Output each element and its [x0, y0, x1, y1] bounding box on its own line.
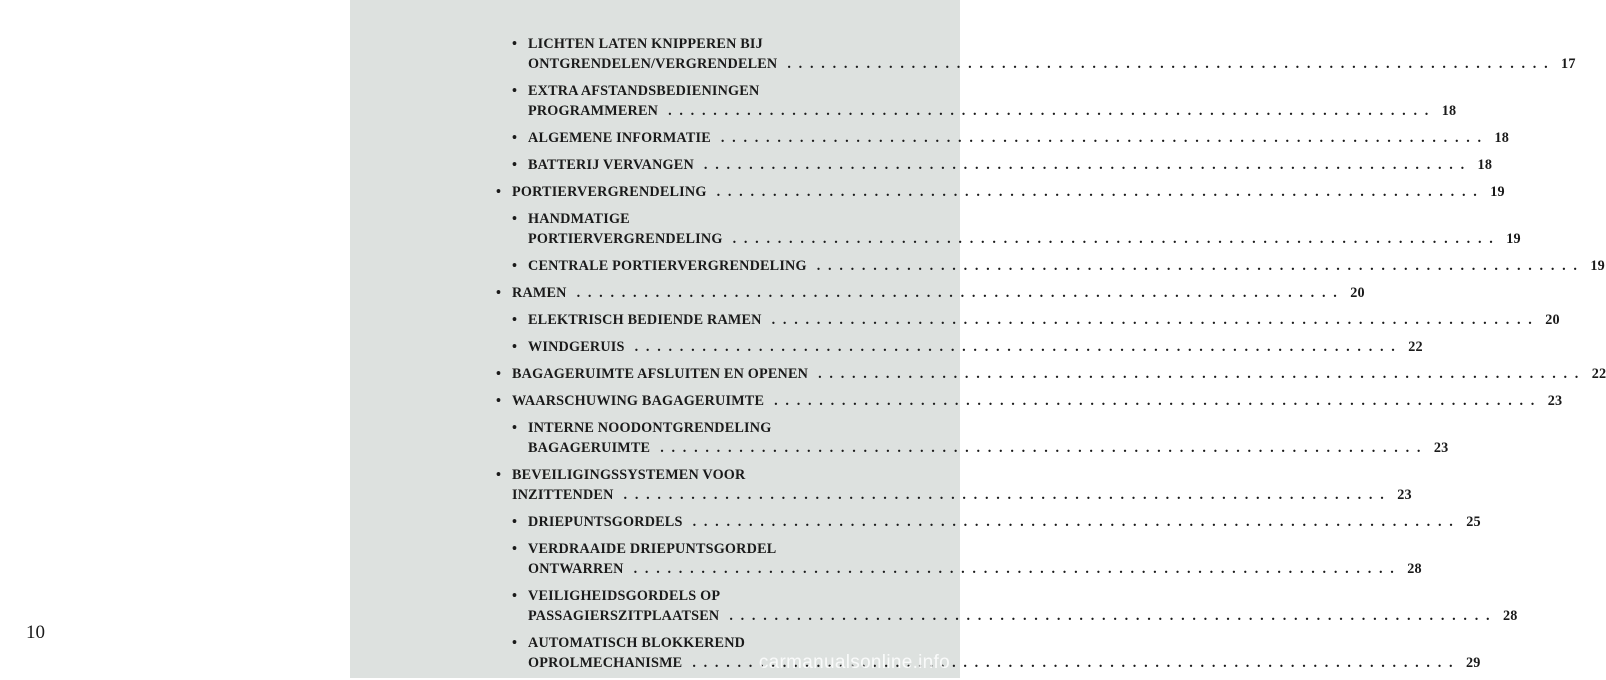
toc-entry-page: 25	[1466, 514, 1481, 530]
toc-entry-title: HANDMATIGE	[528, 211, 630, 227]
leader-dots	[614, 485, 1384, 505]
toc-entry-title: EXTRA AFSTANDSBEDIENINGEN	[528, 83, 760, 99]
toc-entry-title: ONTGRENDELEN/VERGRENDELEN	[528, 56, 778, 72]
leader-dots	[650, 438, 1420, 458]
bullet-icon: •	[512, 130, 518, 146]
toc-entry[interactable]	[480, 209, 1521, 249]
leader-dots	[625, 337, 1395, 357]
toc-entry-page: 28	[1407, 561, 1422, 577]
toc-entry-title: WAARSCHUWING BAGAGERUIMTE	[512, 393, 765, 409]
toc-entry-title: LICHTEN LATEN KNIPPEREN BIJ	[528, 36, 763, 52]
toc-entry-title: BAGAGERUIMTE	[528, 440, 651, 456]
toc-entry-title: ONTWARREN	[528, 561, 624, 577]
bullet-icon: •	[512, 211, 518, 227]
toc-entry-page: 22	[1408, 339, 1423, 355]
bullet-icon: •	[496, 467, 502, 483]
leader-dots	[683, 512, 1453, 532]
toc-entry-title: VEILIGHEIDSGORDELS OP	[528, 588, 721, 604]
toc-entry[interactable]	[480, 465, 1412, 505]
toc-entry-title: DRIEPUNTSGORDELS	[528, 514, 683, 530]
watermark: carmanualsonline.info	[758, 652, 950, 673]
toc-entry-page: 19	[1590, 258, 1605, 274]
toc-entry-title: BAGAGERUIMTE AFSLUITEN EN OPENEN	[512, 366, 809, 382]
leader-dots	[719, 606, 1489, 626]
toc-entry[interactable]	[480, 586, 1518, 626]
toc-entry[interactable]	[480, 155, 1493, 175]
toc-entry[interactable]	[480, 283, 1365, 303]
toc-entry[interactable]	[480, 364, 1606, 384]
toc-entry[interactable]	[480, 256, 1605, 276]
leader-dots	[711, 128, 1481, 148]
toc-entry-title: PORTIERVERGRENDELING	[528, 231, 723, 247]
leader-dots	[808, 364, 1578, 384]
toc-entry-title: CENTRALE PORTIERVERGRENDELING	[528, 258, 807, 274]
bullet-icon: •	[496, 285, 502, 301]
bullet-icon: •	[512, 83, 518, 99]
toc-entry-title: BATTERIJ VERVANGEN	[528, 157, 694, 173]
leader-dots	[762, 310, 1532, 330]
bullet-icon: •	[512, 541, 518, 557]
leader-dots	[723, 229, 1493, 249]
toc-entry[interactable]	[480, 337, 1423, 357]
toc-entry[interactable]	[480, 418, 1449, 458]
toc-entry[interactable]	[480, 391, 1563, 411]
bullet-icon: •	[496, 184, 502, 200]
bullet-icon: •	[512, 36, 518, 52]
toc-entry-title: ELEKTRISCH BEDIENDE RAMEN	[528, 312, 762, 328]
toc-entry-title: RAMEN	[512, 285, 567, 301]
toc-entry-title: VERDRAAIDE DRIEPUNTSGORDEL	[528, 541, 777, 557]
bullet-icon: •	[512, 588, 518, 604]
bullet-icon: •	[496, 393, 502, 409]
leader-dots	[658, 101, 1428, 121]
toc-entry-page: 17	[1561, 56, 1576, 72]
toc-entry[interactable]	[480, 539, 1422, 579]
toc-entry-page: 22	[1591, 366, 1606, 382]
toc-entry-page: 20	[1545, 312, 1560, 328]
toc-entry-title: PORTIERVERGRENDELING	[512, 184, 707, 200]
toc-entry-page: 18	[1494, 130, 1510, 146]
toc-entry-page: 23	[1397, 487, 1412, 503]
leader-dots	[694, 155, 1464, 175]
bullet-icon: •	[512, 635, 518, 651]
leader-dots	[777, 54, 1547, 74]
toc-entry-title: BEVEILIGINGSSYSTEMEN VOOR	[512, 467, 746, 483]
toc-entry-page: 18	[1441, 103, 1457, 119]
toc-entry[interactable]	[480, 512, 1481, 532]
toc-entry-page: 23	[1547, 393, 1563, 409]
bullet-icon: •	[512, 258, 518, 274]
toc-entry-title: AUTOMATISCH BLOKKEREND	[528, 635, 746, 651]
toc-entry-title: PROGRAMMEREN	[528, 103, 659, 119]
toc-entry-title: WINDGERUIS	[528, 339, 625, 355]
toc-entry[interactable]	[480, 81, 1457, 121]
leader-dots	[807, 256, 1577, 276]
left-page	[0, 0, 350, 678]
leader-dots	[567, 283, 1337, 303]
toc-entry-page: 29	[1465, 655, 1481, 671]
toc-entry-page: 23	[1433, 440, 1449, 456]
toc-entry-page: 20	[1350, 285, 1365, 301]
page-number: 10	[26, 622, 45, 643]
right-page	[350, 0, 1606, 678]
bullet-icon: •	[512, 339, 518, 355]
toc-entry-page: 19	[1490, 184, 1505, 200]
toc-entry[interactable]	[480, 182, 1505, 202]
toc-entry-title: OPROLMECHANISME	[528, 655, 683, 671]
bullet-icon: •	[496, 366, 502, 382]
toc-entry[interactable]	[480, 128, 1510, 148]
table-of-contents	[480, 34, 1606, 680]
toc-entry-page: 28	[1502, 608, 1518, 624]
toc-entry-page: 19	[1506, 231, 1521, 247]
toc-entry[interactable]	[480, 310, 1560, 330]
bullet-icon: •	[512, 157, 518, 173]
toc-entry-title: INTERNE NOODONTGRENDELING	[528, 420, 772, 436]
toc-entry-title: ALGEMENE INFORMATIE	[528, 130, 711, 146]
toc-entry-title: INZITTENDEN	[512, 487, 614, 503]
bullet-icon: •	[512, 312, 518, 328]
toc-entry[interactable]	[480, 34, 1576, 74]
bullet-icon: •	[512, 514, 518, 530]
bullet-icon: •	[512, 420, 518, 436]
toc-entry-title: PASSAGIERSZITPLAATSEN	[528, 608, 720, 624]
toc-entry-page: 18	[1477, 157, 1493, 173]
leader-dots	[764, 391, 1534, 411]
leader-dots	[624, 559, 1394, 579]
leader-dots	[707, 182, 1477, 202]
